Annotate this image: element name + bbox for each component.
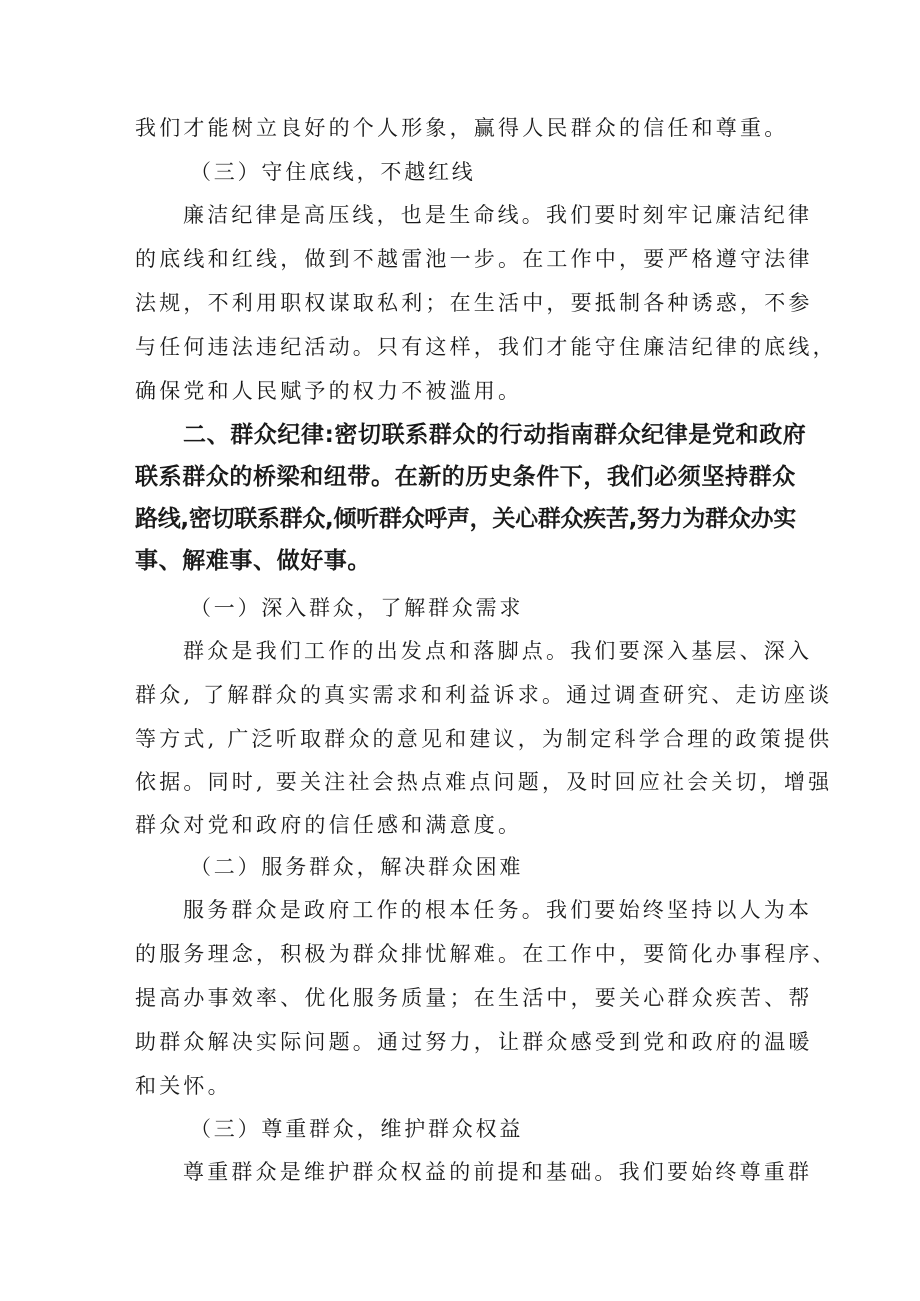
- section-title: 事、解难事、做好事。: [135, 548, 371, 574]
- paragraph-line: 和关怀。: [135, 1074, 232, 1098]
- paragraph-line: 法规，不利用职权谋取私利；在生活中，要抵制各种诱惑，不参: [135, 291, 813, 315]
- section-heading: （二）服务群众，解决群众困难: [190, 855, 524, 879]
- paragraph-line: 群众是我们工作的出发点和落脚点。我们要深入基层、深入: [183, 639, 813, 663]
- paragraph-line: 确保党和人民赋予的权力不被滥用。: [135, 379, 523, 403]
- section-title: 联系群众的桥梁和纽带。在新的历史条件下，我们必须坚持群众: [135, 464, 796, 490]
- section-heading: （三）尊重群众，维护群众权益: [190, 1117, 524, 1141]
- paragraph-line: 与任何违法违纪活动。只有这样，我们才能守住廉洁纪律的底线，: [135, 335, 837, 359]
- paragraph-line: 依据。同时, 要关注社会热点难点问题，及时回应社会关切，增强: [135, 770, 833, 794]
- paragraph-line: 我们才能树立良好的个人形象，赢得人民群众的信任和尊重。: [135, 116, 789, 140]
- paragraph-line: 服务群众是政府工作的根本任务。我们要始终坚持以人为本: [183, 898, 813, 922]
- section-title: 二、群众纪律:密切联系群众的行动指南群众纪律是党和政府: [183, 422, 807, 448]
- section-heading: （一）深入群众，了解群众需求: [190, 596, 524, 620]
- section-title: 路线,密切联系群众,倾听群众呼声，关心群众疾苦,努力为群众办实: [135, 506, 796, 532]
- paragraph-line: 尊重群众是维护群众权益的前提和基础。我们要始终尊重群: [183, 1160, 813, 1184]
- paragraph-line: 的服务理念，积极为群众排忧解难。在工作中，要简化办事程序、: [135, 942, 837, 966]
- paragraph-line: 等方式, 广泛听取群众的意见和建议，为制定科学合理的政策提供: [135, 727, 833, 751]
- paragraph-line: 助群众解决实际问题。通过努力，让群众感受到党和政府的温暖: [135, 1030, 813, 1054]
- paragraph-line: 的底线和红线，做到不越雷池一步。在工作中，要严格遵守法律: [135, 247, 813, 271]
- paragraph-line: 群众, 了解群众的真实需求和利益诉求。通过调查研究、走访座谈: [135, 683, 833, 707]
- paragraph-line: 群众对党和政府的信任感和满意度。: [135, 813, 523, 837]
- paragraph-line: 提高办事效率、优化服务质量；在生活中，要关心群众疾苦、帮: [135, 986, 813, 1010]
- paragraph-line: 廉洁纪律是高压线，也是生命线。我们要时刻牢记廉洁纪律: [183, 203, 813, 227]
- section-heading: （三）守住底线，不越红线: [190, 160, 476, 184]
